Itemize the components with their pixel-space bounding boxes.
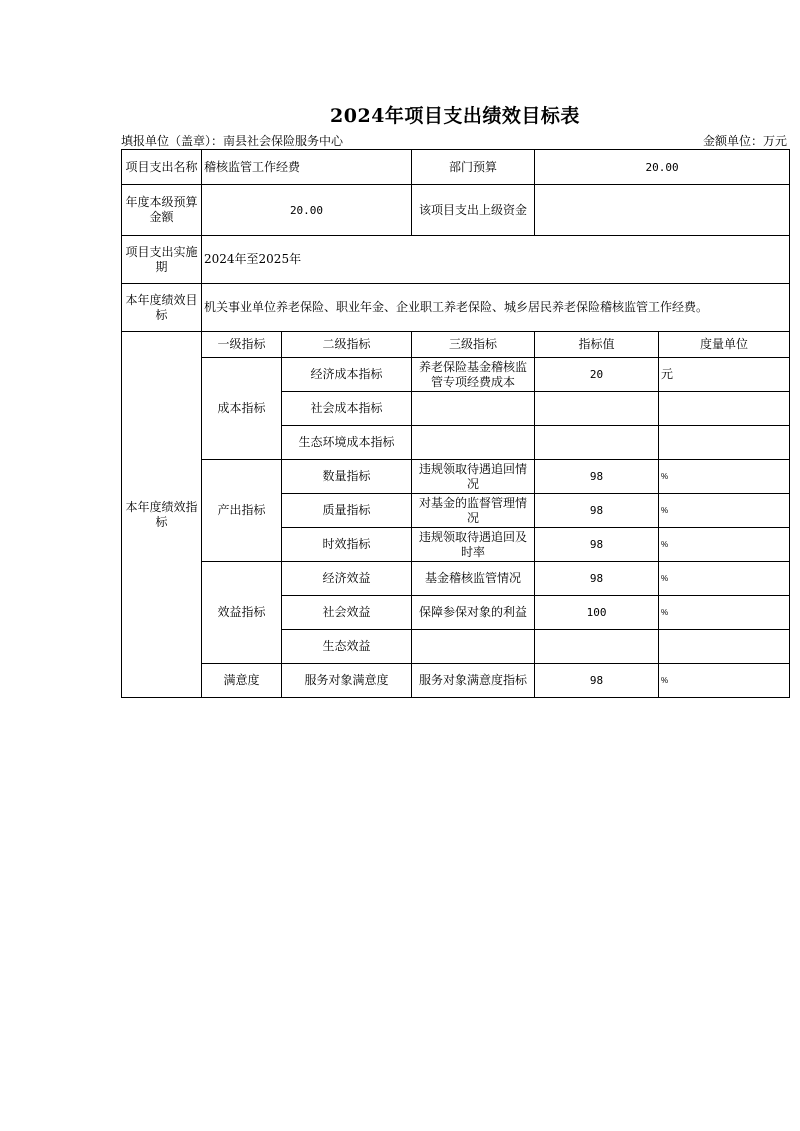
table-row [122,358,790,392]
level2-cell: 社会成本指标 [282,392,412,426]
level2-cell: 时效指标 [282,528,412,562]
value-cell: 20 [535,358,659,392]
group-cost: 成本指标 [202,358,282,460]
value-cell: 98 [535,494,659,528]
unit-cell: % [659,562,790,596]
level2-cell: 服务对象满意度 [282,664,412,698]
level2-cell: 经济效益 [282,562,412,596]
value-cell [535,630,659,664]
level3-cell [412,392,535,426]
unit-cell: % [659,528,790,562]
level3-cell: 养老保险基金稽核监管专项经费成本 [412,358,535,392]
unit-cell: % [659,494,790,528]
header-level2: 二级指标 [282,332,412,358]
header-unit: 度量单位 [659,332,790,358]
unit-cell: % [659,664,790,698]
value-cell: 98 [535,528,659,562]
annual-budget-value: 20.00 [202,185,412,236]
level2-cell: 生态效益 [282,630,412,664]
level3-cell: 保障参保对象的利益 [412,596,535,630]
level3-cell: 对基金的监督管理情况 [412,494,535,528]
value-cell: 100 [535,596,659,630]
header-level1: 一级指标 [202,332,282,358]
indicators-section-label: 本年度绩效指标 [122,332,202,698]
unit-cell [659,630,790,664]
performance-target-table [121,149,790,698]
value-cell [535,426,659,460]
unit-cell [659,392,790,426]
level3-cell: 服务对象满意度指标 [412,664,535,698]
table-row [122,284,790,332]
value-cell: 98 [535,664,659,698]
level3-cell [412,630,535,664]
header-level3: 三级指标 [412,332,535,358]
table-row [122,460,790,494]
project-name-label: 项目支出名称 [122,150,202,185]
value-cell: 98 [535,562,659,596]
table-row [122,185,790,236]
table-row [122,150,790,185]
unit-cell [659,426,790,460]
table-row [122,236,790,284]
period-value: 2024年至2025年 [202,236,790,284]
reporting-unit: 填报单位（盖章）：南县社会保险服务中心 [121,134,344,148]
group-benefit: 效益指标 [202,562,282,664]
project-name: 稽核监管工作经费 [202,150,412,185]
goal-label: 本年度绩效目标 [122,284,202,332]
unit-cell: 元 [659,358,790,392]
level3-cell: 违规领取待遇追回及时率 [412,528,535,562]
value-cell [535,392,659,426]
level2-cell: 生态环境成本指标 [282,426,412,460]
level3-cell: 基金稽核监管情况 [412,562,535,596]
page-title: 2024年项目支出绩效目标表 [330,105,580,127]
superior-funds-label: 该项目支出上级资金 [412,185,535,236]
dept-budget-label: 部门预算 [412,150,535,185]
level2-cell: 质量指标 [282,494,412,528]
table-row [122,332,790,358]
annual-budget-label: 年度本级预算金额 [122,185,202,236]
unit-cell: % [659,596,790,630]
level2-cell: 经济成本指标 [282,358,412,392]
level3-cell: 违规领取待遇追回情况 [412,460,535,494]
table-row [122,562,790,596]
group-satisfaction: 满意度 [202,664,282,698]
value-cell: 98 [535,460,659,494]
level2-cell: 社会效益 [282,596,412,630]
header-value: 指标值 [535,332,659,358]
unit-cell: % [659,460,790,494]
table-row [122,664,790,698]
superior-funds-value [535,185,790,236]
amount-unit: 金额单位：万元 [702,134,787,148]
level2-cell: 数量指标 [282,460,412,494]
goal-value: 机关事业单位养老保险、职业年金、企业职工养老保险、城乡居民养老保险稽核监管工作经费。 [202,284,790,332]
level3-cell [412,426,535,460]
period-label: 项目支出实施期 [122,236,202,284]
group-output: 产出指标 [202,460,282,562]
dept-budget-value: 20.00 [535,150,790,185]
